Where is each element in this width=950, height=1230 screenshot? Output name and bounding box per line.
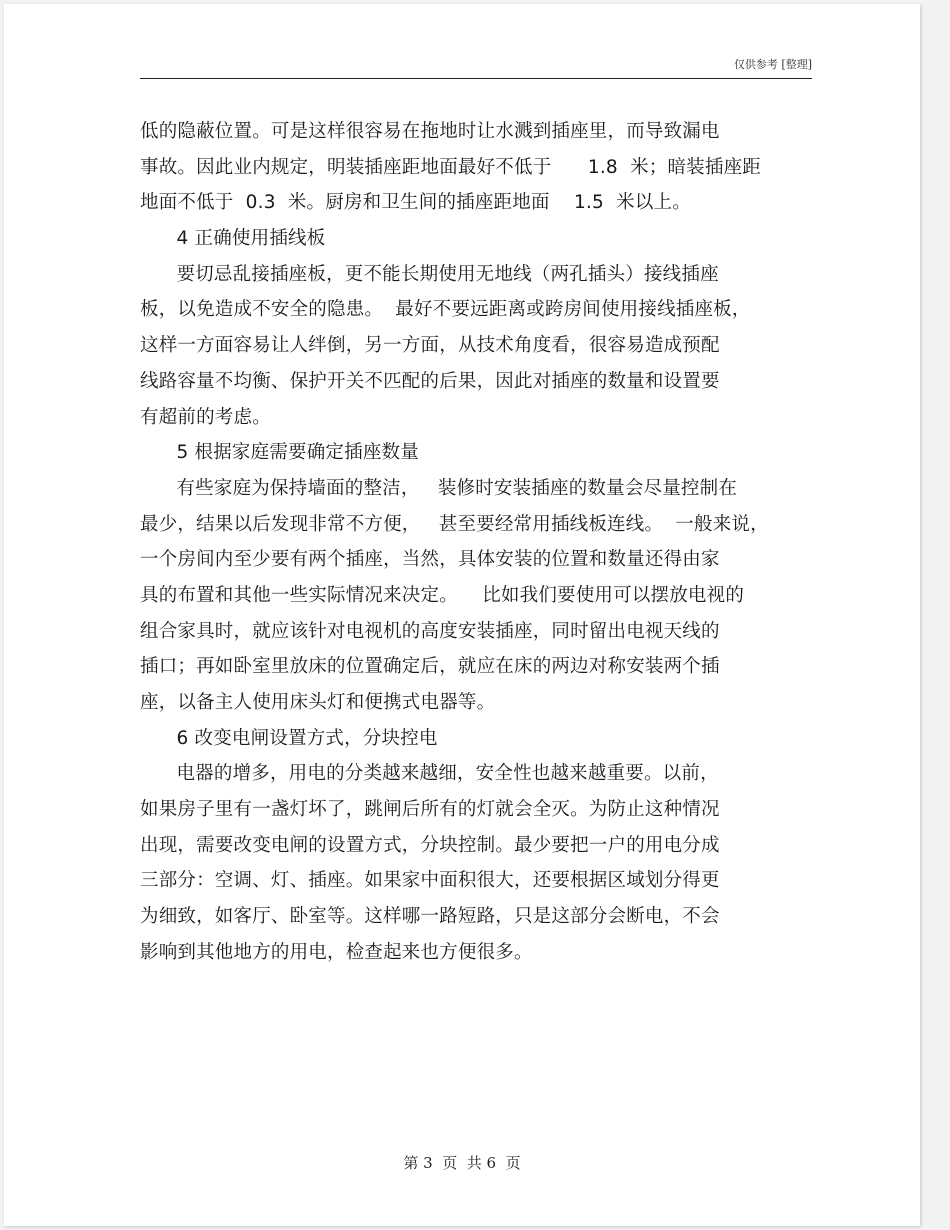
text-line: 一个房间内至少要有两个插座，当然，具体安装的位置和数量还得由家: [140, 549, 720, 571]
page-footer: 第 3 页 共 6 页: [403, 1154, 521, 1172]
text-line: 组合家具时，就应该针对电视机的高度安装插座，同时留出电视天线的: [140, 620, 720, 642]
text-line: 要切忌乱接插座板，更不能长期使用无地线（两孔插头）接线插座: [140, 263, 719, 285]
text-line: 有些家庭为保持墙面的整洁， 装修时安装插座的数量会尽量控制在: [140, 477, 738, 499]
text-line: 最少，结果以后发现非常不方便， 甚至要经常用插线板连线。 一般来说，: [140, 513, 769, 535]
section-heading: 6 改变电闸设置方式，分块控电: [140, 727, 438, 749]
text-line: 插口；再如卧室里放床的位置确定后，就应在床的两边对称安装两个插: [140, 656, 720, 678]
text-line: 线路容量不均衡、保护开关不匹配的后果，因此对插座的数量和设置要: [140, 370, 720, 392]
text-line: 有超前的考虑。: [140, 406, 271, 428]
text-line: 低的隐蔽位置。可是这样很容易在拖地时让水溅到插座里，而导致漏电: [140, 121, 720, 142]
text-line: 地面不低于 0.3 米。厨房和卫生间的插座距地面 1.5 米以上。: [140, 192, 691, 214]
text-line: 这样一方面容易让人绊倒，另一方面，从技术角度看，很容易造成预配: [140, 335, 720, 357]
text-line: 电器的增多，用电的分类越来越细，安全性也越来越重要。以前，: [140, 763, 719, 785]
text-line: 三部分：空调、灯、插座。如果家中面积很大，还要根据区域划分得更: [140, 870, 720, 892]
text-line: 影响到其他地方的用电，检查起来也方便很多。: [140, 941, 533, 963]
document-page: [4, 4, 920, 1226]
section-heading: 4 正确使用插线板: [140, 228, 326, 250]
text-line: 座，以备主人使用床头灯和便携式电器等。: [140, 692, 496, 713]
text-line: 为细致，如客厅、卧室等。这样哪一路短路，只是这部分会断电，不会: [140, 906, 720, 928]
section-heading: 5 根据家庭需要确定插座数量: [140, 442, 419, 464]
header-note: 仅供参考 [整理]: [733, 58, 812, 71]
text-line: 具的布置和其他一些实际情况来决定。 比如我们要使用可以摆放电视的: [140, 584, 745, 606]
document-body: [140, 114, 820, 971]
text-line: 板，以免造成不安全的隐患。 最好不要远距离或跨房间使用接线插座板，: [140, 299, 751, 321]
text-line: 出现，需要改变电闸的设置方式，分块控制。最少要把一户的用电分成: [140, 834, 720, 856]
text-line: 事故。因此业内规定，明装插座距地面最好不低于 1.8 米；暗装插座距: [140, 156, 761, 178]
text-line: 如果房子里有一盏灯坏了，跳闸后所有的灯就会全灭。为防止这种情况: [140, 799, 720, 821]
page-header: [140, 56, 812, 79]
